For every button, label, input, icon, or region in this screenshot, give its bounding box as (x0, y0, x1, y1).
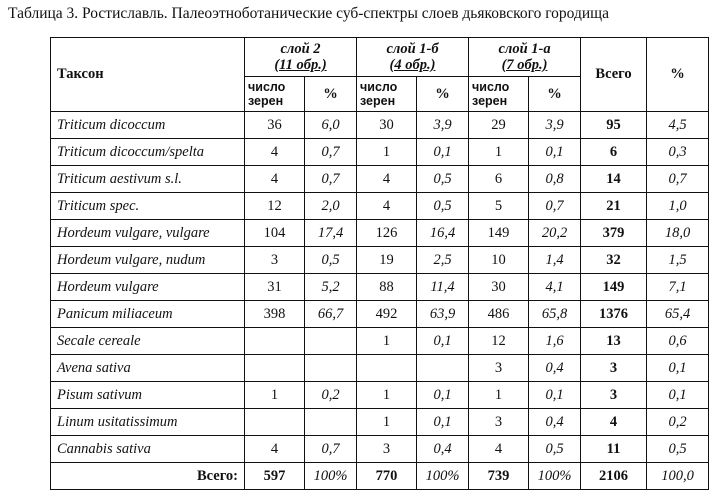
layer-1a-samples: (7 обр.) (501, 57, 548, 73)
cell-l1a-count: 149 (469, 220, 529, 247)
cell-l1a-percent: 20,2 (529, 220, 581, 247)
cell-l2-count (245, 328, 305, 355)
cell-total: 6 (581, 139, 647, 166)
cell-l1a-percent: 0,4 (529, 355, 581, 382)
table-row (51, 301, 709, 328)
cell-l1a-percent: 0,8 (529, 166, 581, 193)
cell-total-percent: 65,4 (647, 301, 709, 328)
cell-l1a-percent: 1,6 (529, 328, 581, 355)
cell-l1a-percent: 0,4 (529, 409, 581, 436)
cell-total: 4 (581, 409, 647, 436)
cell-total: 21 (581, 193, 647, 220)
cell-l1a-count: 1 (469, 139, 529, 166)
cell-total: 13 (581, 328, 647, 355)
cell-taxon: Hordeum vulgare, nudum (51, 247, 245, 274)
table-row (51, 220, 709, 247)
cell-l1b-percent: 0,1 (417, 328, 469, 355)
cell-l1b-count: 1 (357, 382, 417, 409)
table-body (51, 112, 709, 463)
header-count-l1b: число зерен (357, 77, 417, 112)
cell-total: 11 (581, 436, 647, 463)
cell-l1b-percent: 63,9 (417, 301, 469, 328)
header-count-l1a: число зерен (469, 77, 529, 112)
header-row-1 (51, 38, 709, 77)
cell-taxon: Triticum aestivum s.l. (51, 166, 245, 193)
summary-l1a: 739 (469, 463, 529, 490)
cell-l1a-percent: 0,5 (529, 436, 581, 463)
cell-l1b-count: 1 (357, 409, 417, 436)
header-percent-l1b: % (417, 77, 469, 112)
cell-l1a-count: 29 (469, 112, 529, 139)
cell-l1a-percent: 3,9 (529, 112, 581, 139)
summary-l1a-pct: 100% (529, 463, 581, 490)
cell-total-percent: 0,2 (647, 409, 709, 436)
header-total-percent: % (647, 38, 709, 112)
table-row (51, 328, 709, 355)
cell-l1a-percent: 1,4 (529, 247, 581, 274)
cell-l2-percent (305, 328, 357, 355)
cell-l1b-percent: 2,5 (417, 247, 469, 274)
header-percent-l2: % (305, 77, 357, 112)
cell-l1b-count (357, 355, 417, 382)
cell-l1b-percent: 11,4 (417, 274, 469, 301)
table-row (51, 274, 709, 301)
cell-l2-percent: 2,0 (305, 193, 357, 220)
cell-taxon: Avena sativa (51, 355, 245, 382)
cell-l1a-count: 3 (469, 409, 529, 436)
layer-1b-samples: (4 обр.) (389, 57, 436, 73)
header-count-l2: число зерен (245, 77, 305, 112)
cell-l1b-percent: 3,9 (417, 112, 469, 139)
table-row (51, 409, 709, 436)
cell-l1b-count: 4 (357, 193, 417, 220)
cell-l1b-count: 88 (357, 274, 417, 301)
cell-l1b-percent: 0,1 (417, 382, 469, 409)
cell-total: 95 (581, 112, 647, 139)
cell-l1a-count: 1 (469, 382, 529, 409)
cell-total: 14 (581, 166, 647, 193)
cell-l1b-count: 30 (357, 112, 417, 139)
cell-total: 1376 (581, 301, 647, 328)
cell-total: 379 (581, 220, 647, 247)
summary-l1b: 770 (357, 463, 417, 490)
cell-l1a-count: 6 (469, 166, 529, 193)
cell-l1a-percent: 4,1 (529, 274, 581, 301)
cell-l1a-count: 12 (469, 328, 529, 355)
cell-l1b-count: 126 (357, 220, 417, 247)
summary-l2-pct: 100% (305, 463, 357, 490)
layer-2-title: слой 2 (280, 41, 321, 57)
table-row (51, 436, 709, 463)
cell-l1b-count: 492 (357, 301, 417, 328)
cell-l1a-count: 30 (469, 274, 529, 301)
cell-l1b-count: 1 (357, 328, 417, 355)
cell-taxon: Hordeum vulgare (51, 274, 245, 301)
layer-1b-title: слой 1-б (386, 41, 439, 57)
cell-l1b-percent: 0,5 (417, 166, 469, 193)
cell-total-percent: 4,5 (647, 112, 709, 139)
cell-l2-count: 104 (245, 220, 305, 247)
cell-total-percent: 0,5 (647, 436, 709, 463)
cell-l1a-percent: 0,1 (529, 382, 581, 409)
cell-l2-percent: 0,7 (305, 139, 357, 166)
cell-total-percent: 18,0 (647, 220, 709, 247)
cell-l1b-percent: 16,4 (417, 220, 469, 247)
cell-l1a-percent: 0,7 (529, 193, 581, 220)
cell-l1a-percent: 65,8 (529, 301, 581, 328)
cell-l2-count: 4 (245, 436, 305, 463)
cell-taxon: Secale cereale (51, 328, 245, 355)
cell-total: 149 (581, 274, 647, 301)
header-taxon: Таксон (51, 38, 245, 112)
cell-l2-count: 4 (245, 139, 305, 166)
cell-taxon: Triticum dicoccum/spelta (51, 139, 245, 166)
cell-total-percent: 0,1 (647, 382, 709, 409)
cell-l2-percent (305, 355, 357, 382)
cell-l2-percent: 5,2 (305, 274, 357, 301)
cell-l2-percent: 0,2 (305, 382, 357, 409)
cell-l2-count (245, 409, 305, 436)
cell-taxon: Triticum dicoccum (51, 112, 245, 139)
summary-l2: 597 (245, 463, 305, 490)
cell-l2-count: 398 (245, 301, 305, 328)
cell-l1b-percent (417, 355, 469, 382)
cell-l2-percent: 0,7 (305, 436, 357, 463)
cell-total: 32 (581, 247, 647, 274)
cell-total: 3 (581, 355, 647, 382)
summary-row (51, 463, 709, 490)
cell-l2-percent: 0,5 (305, 247, 357, 274)
cell-l1a-count: 5 (469, 193, 529, 220)
cell-l2-count: 1 (245, 382, 305, 409)
cell-total-percent: 0,6 (647, 328, 709, 355)
summary-total: 2106 (581, 463, 647, 490)
cell-l2-percent: 66,7 (305, 301, 357, 328)
data-table (50, 37, 709, 490)
cell-taxon: Hordeum vulgare, vulgare (51, 220, 245, 247)
cell-l2-count: 3 (245, 247, 305, 274)
cell-l2-percent (305, 409, 357, 436)
cell-total: 3 (581, 382, 647, 409)
cell-total-percent: 1,0 (647, 193, 709, 220)
table-row (51, 382, 709, 409)
header-layer-2 (245, 38, 357, 77)
table-row (51, 166, 709, 193)
header-percent-l1a: % (529, 77, 581, 112)
cell-l2-count: 31 (245, 274, 305, 301)
cell-l1a-count: 486 (469, 301, 529, 328)
cell-l2-percent: 6,0 (305, 112, 357, 139)
summary-l1b-pct: 100% (417, 463, 469, 490)
cell-l1b-percent: 0,5 (417, 193, 469, 220)
cell-l1a-percent: 0,1 (529, 139, 581, 166)
table-row (51, 193, 709, 220)
cell-taxon: Cannabis sativa (51, 436, 245, 463)
cell-l1b-count: 4 (357, 166, 417, 193)
cell-total-percent: 7,1 (647, 274, 709, 301)
cell-l1a-count: 3 (469, 355, 529, 382)
cell-l2-count: 36 (245, 112, 305, 139)
layer-1a-title: слой 1-а (498, 41, 551, 57)
cell-l2-percent: 0,7 (305, 166, 357, 193)
cell-total-percent: 0,1 (647, 355, 709, 382)
cell-l2-count: 4 (245, 166, 305, 193)
cell-l1b-count: 19 (357, 247, 417, 274)
summary-label: Всего: (51, 463, 245, 490)
cell-taxon: Triticum spec. (51, 193, 245, 220)
cell-l2-percent: 17,4 (305, 220, 357, 247)
cell-l1b-percent: 0,1 (417, 139, 469, 166)
table-row (51, 355, 709, 382)
cell-l1b-count: 1 (357, 139, 417, 166)
table-row (51, 247, 709, 274)
layer-2-samples: (11 обр.) (274, 57, 327, 73)
cell-l1a-count: 10 (469, 247, 529, 274)
summary-total-pct: 100,0 (647, 463, 709, 490)
header-layer-1b (357, 38, 469, 77)
table-row (51, 112, 709, 139)
cell-taxon: Linum usitatissimum (51, 409, 245, 436)
header-layer-1a (469, 38, 581, 77)
cell-l1b-percent: 0,1 (417, 409, 469, 436)
cell-total-percent: 0,7 (647, 166, 709, 193)
cell-l2-count: 12 (245, 193, 305, 220)
header-total: Всего (581, 38, 647, 112)
table-row (51, 139, 709, 166)
cell-l1b-percent: 0,4 (417, 436, 469, 463)
cell-taxon: Panicum miliaceum (51, 301, 245, 328)
cell-l2-count (245, 355, 305, 382)
cell-total-percent: 0,3 (647, 139, 709, 166)
cell-l1b-count: 3 (357, 436, 417, 463)
cell-total-percent: 1,5 (647, 247, 709, 274)
cell-l1a-count: 4 (469, 436, 529, 463)
table-caption: Таблица 3. Ростиславль. Палеоэтноботанические суб-спектры слоев дьяковского городища (8, 5, 609, 22)
cell-taxon: Pisum sativum (51, 382, 245, 409)
